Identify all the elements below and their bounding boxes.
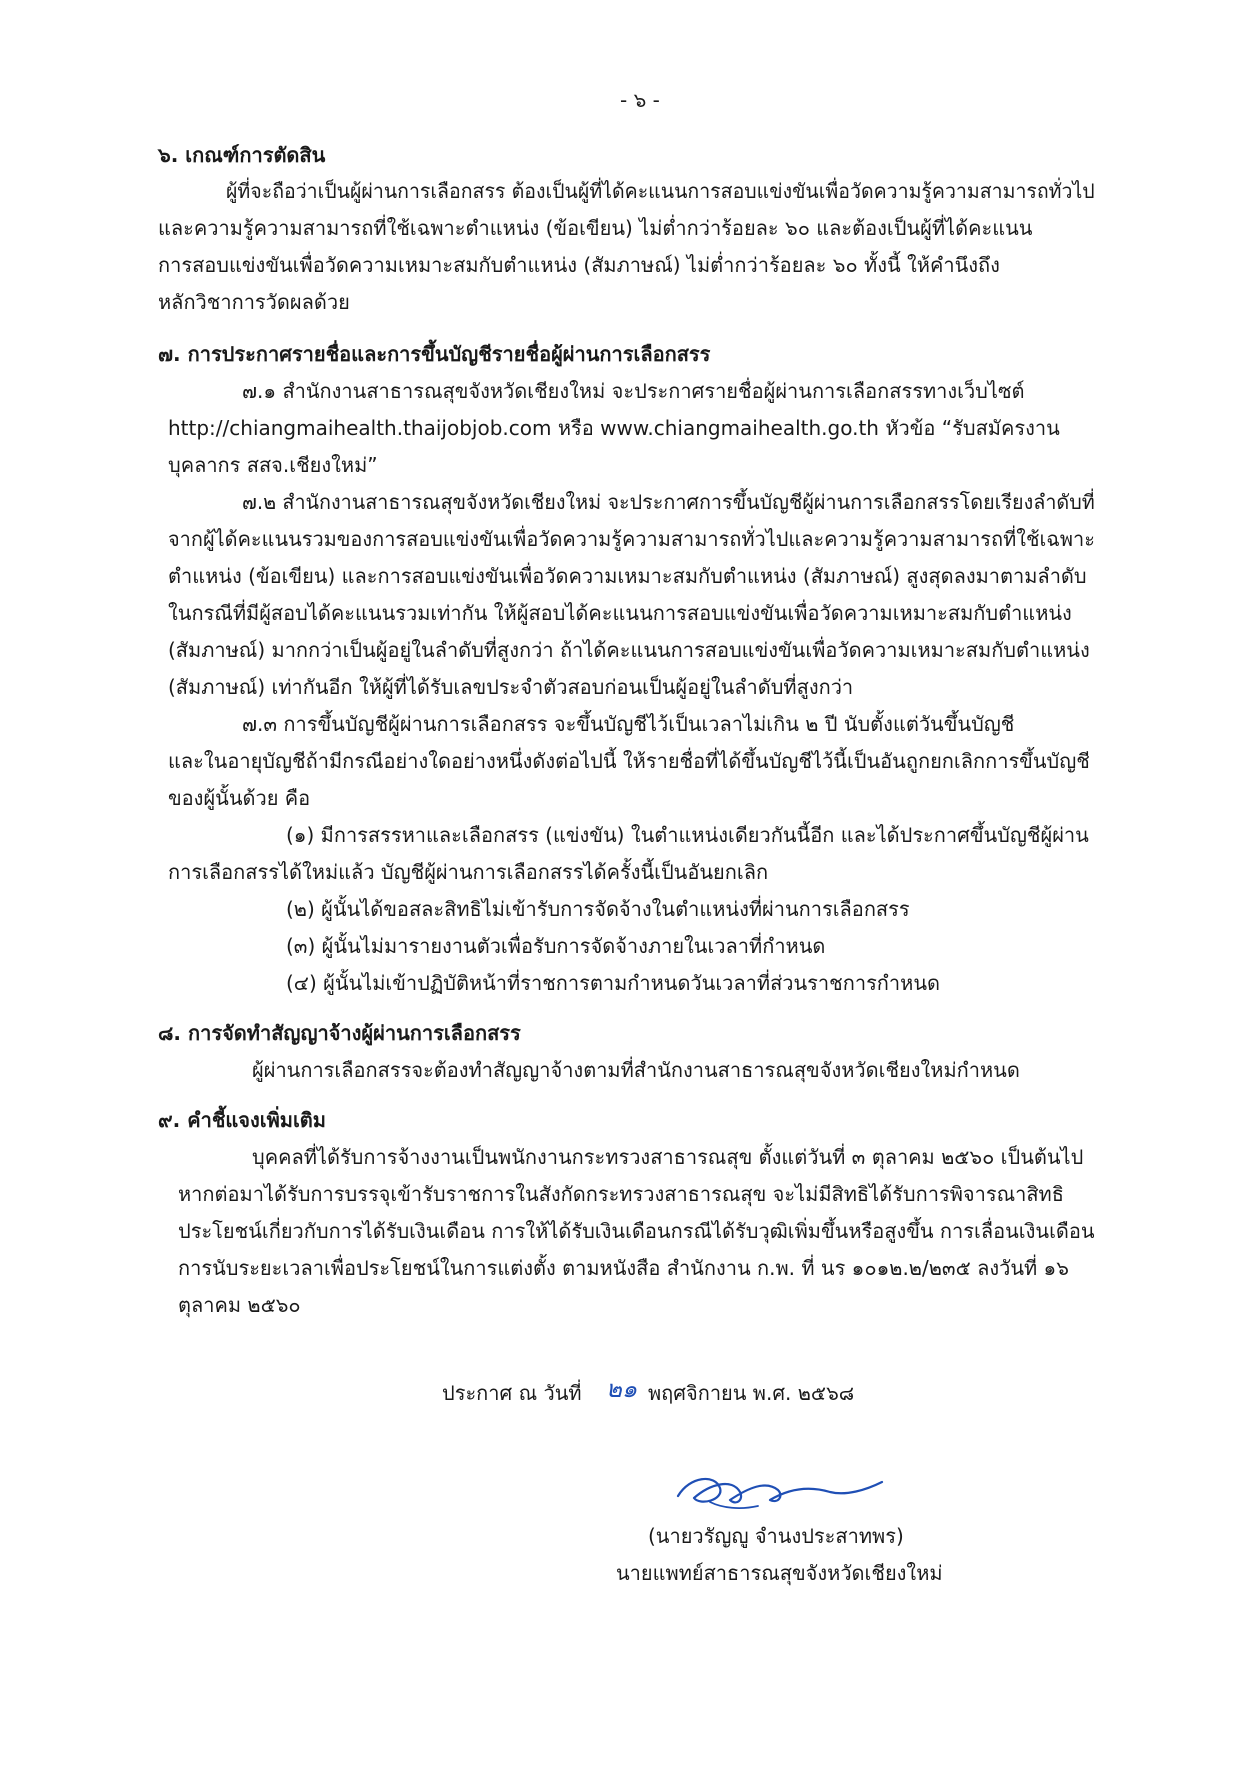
page-number: - ๖ - xyxy=(620,88,660,112)
section-7-list-item-cont: การเลือกสรรได้ใหม่แล้ว บัญชีผู้ผ่านการเลือกสรรได้ครั้งนี้เป็นอันยกเลิก xyxy=(168,860,769,884)
announcement-day: ๒๑ xyxy=(606,1375,638,1403)
section-6-line: ผู้ที่จะถือว่าเป็นผู้ผ่านการเลือกสรร ต้องเป็นผู้ที่ได้คะแนนการสอบแข่งขันเพื่อวัดความรู้ความสามารถทั่วไป xyxy=(226,179,1095,203)
section-7-line: ๗.๑ สำนักงานสาธารณสุขจังหวัดเชียงใหม่ จะประกาศรายชื่อผู้ผ่านการเลือกสรรทางเว็บไซต์ xyxy=(242,379,1025,403)
handwritten-signature xyxy=(670,1466,890,1516)
section-9-line: ตุลาคม ๒๕๖๐ xyxy=(178,1293,301,1317)
section-8-heading: ๘. การจัดทำสัญญาจ้างผู้ผ่านการเลือกสรร xyxy=(158,1021,521,1045)
section-7-line: บุคลากร สสจ.เชียงใหม่” xyxy=(168,453,378,477)
section-6-line: การสอบแข่งขันเพื่อวัดความเหมาะสมกับตำแหน่ง (สัมภาษณ์) ไม่ต่ำกว่าร้อยละ ๖๐ ทั้งนี้ ให้คำนึงถึง xyxy=(158,253,1000,277)
section-7-line: ๗.๒ สำนักงานสาธารณสุขจังหวัดเชียงใหม่ จะประกาศการขึ้นบัญชีผู้ผ่านการเลือกสรรโดยเรียงลำดับที่ xyxy=(242,490,1095,514)
section-7-heading: ๗. การประกาศรายชื่อและการขึ้นบัญชีรายชื่อผู้ผ่านการเลือกสรร xyxy=(158,342,711,366)
section-9-line: บุคคลที่ได้รับการจ้างงานเป็นพนักงานกระทรวงสาธารณสุข ตั้งแต่วันที่ ๓ ตุลาคม ๒๕๖๐ เป็นต้นไป xyxy=(252,1145,1084,1169)
section-9-line: การนับระยะเวลาเพื่อประโยชน์ในการแต่งตั้ง ตามหนังสือ สำนักงาน ก.พ. ที่ นร ๑๐๑๒.๒/๒๓๕ ลงวันที่ ๑๖ xyxy=(178,1256,1069,1280)
section-6-heading: ๖. เกณฑ์การตัดสิน xyxy=(158,143,326,167)
signatory-title: นายแพทย์สาธารณสุขจังหวัดเชียงใหม่ xyxy=(616,1561,943,1585)
announcement-prefix: ประกาศ ณ วันที่ xyxy=(442,1381,582,1405)
section-7-line: (สัมภาษณ์) มากกว่าเป็นผู้อยู่ในลำดับที่สูงกว่า ถ้าได้คะแนนการสอบแข่งขันเพื่อวัดความเหมาะสมกับตำแหน่ง xyxy=(168,638,1090,662)
section-7-line: ตำแหน่ง (ข้อเขียน) และการสอบแข่งขันเพื่อวัดความเหมาะสมกับตำแหน่ง (สัมภาษณ์) สูงสุดลงมาตามลำดับ xyxy=(168,564,1087,588)
section-7-list-item: (๒) ผู้นั้นได้ขอสละสิทธิไม่เข้ารับการจัดจ้างในตำแหน่งที่ผ่านการเลือกสรร xyxy=(286,897,910,921)
section-8-line: ผู้ผ่านการเลือกสรรจะต้องทำสัญญาจ้างตามที่สำนักงานสาธารณสุขจังหวัดเชียงใหม่กำหนด xyxy=(252,1058,1020,1082)
signatory-name: (นายวรัญญู จำนงประสาทพร) xyxy=(648,1524,904,1548)
section-9-heading: ๙. คำชี้แจงเพิ่มเติม xyxy=(158,1108,326,1132)
section-6-line: และความรู้ความสามารถที่ใช้เฉพาะตำแหน่ง (ข้อเขียน) ไม่ต่ำกว่าร้อยละ ๖๐ และต้องเป็นผู้ที่ได้คะแนน xyxy=(158,216,1033,240)
section-9-line: ประโยชน์เกี่ยวกับการได้รับเงินเดือน การให้ได้รับเงินเดือนกรณีได้รับวุฒิเพิ่มขึ้นหรือสูงขึ้น การเลื่อนเงินเดือน xyxy=(178,1219,1095,1243)
section-7-list-item: (๑) มีการสรรหาและเลือกสรร (แข่งขัน) ในตำแหน่งเดียวกันนี้อีก และได้ประกาศขึ้นบัญชีผู้ผ่าน xyxy=(286,823,1089,847)
section-6-line: หลักวิชาการวัดผลด้วย xyxy=(158,290,350,314)
section-7-list-item: (๔) ผู้นั้นไม่เข้าปฏิบัติหน้าที่ราชการตามกำหนดวันเวลาที่ส่วนราชการกำหนด xyxy=(286,971,940,995)
section-7-line: ในกรณีที่มีผู้สอบได้คะแนนรวมเท่ากัน ให้ผู้สอบได้คะแนนการสอบแข่งขันเพื่อวัดความเหมาะสมกับตำแหน่ง xyxy=(168,601,1072,625)
section-7-line: ของผู้นั้นด้วย คือ xyxy=(168,786,311,810)
section-9-line: หากต่อมาได้รับการบรรจุเข้ารับราชการในสังกัดกระทรวงสาธารณสุข จะไม่มีสิทธิได้รับการพิจารณาสิทธิ xyxy=(178,1182,1064,1206)
section-7-line: และในอายุบัญชีถ้ามีกรณีอย่างใดอย่างหนึ่งดังต่อไปนี้ ให้รายชื่อที่ได้ขึ้นบัญชีไว้นี้เป็นอันถูกยกเลิกการขึ้นบัญชี xyxy=(168,749,1090,773)
section-7-list-item: (๓) ผู้นั้นไม่มารายงานตัวเพื่อรับการจัดจ้างภายในเวลาที่กำหนด xyxy=(286,934,826,958)
section-7-line: (สัมภาษณ์) เท่ากันอีก ให้ผู้ที่ได้รับเลขประจำตัวสอบก่อนเป็นผู้อยู่ในลำดับที่สูงกว่า xyxy=(168,675,854,699)
section-7-line: จากผู้ได้คะแนนรวมของการสอบแข่งขันเพื่อวัดความรู้ความสามารถทั่วไปและความรู้ความสามารถที่ใช้เฉพาะ xyxy=(168,527,1095,551)
section-7-line: ๗.๓ การขึ้นบัญชีผู้ผ่านการเลือกสรร จะขึ้นบัญชีไว้เป็นเวลาไม่เกิน ๒ ปี นับตั้งแต่วันขึ้นบัญชี xyxy=(242,712,1015,736)
section-7-url-line: http://chiangmaihealth.thaijobjob.com หรือ www.chiangmaihealth.go.th หัวข้อ “รับสมัครงาน xyxy=(168,416,1060,440)
announcement-suffix: พฤศจิกายน พ.ศ. ๒๕๖๘ xyxy=(648,1381,855,1405)
